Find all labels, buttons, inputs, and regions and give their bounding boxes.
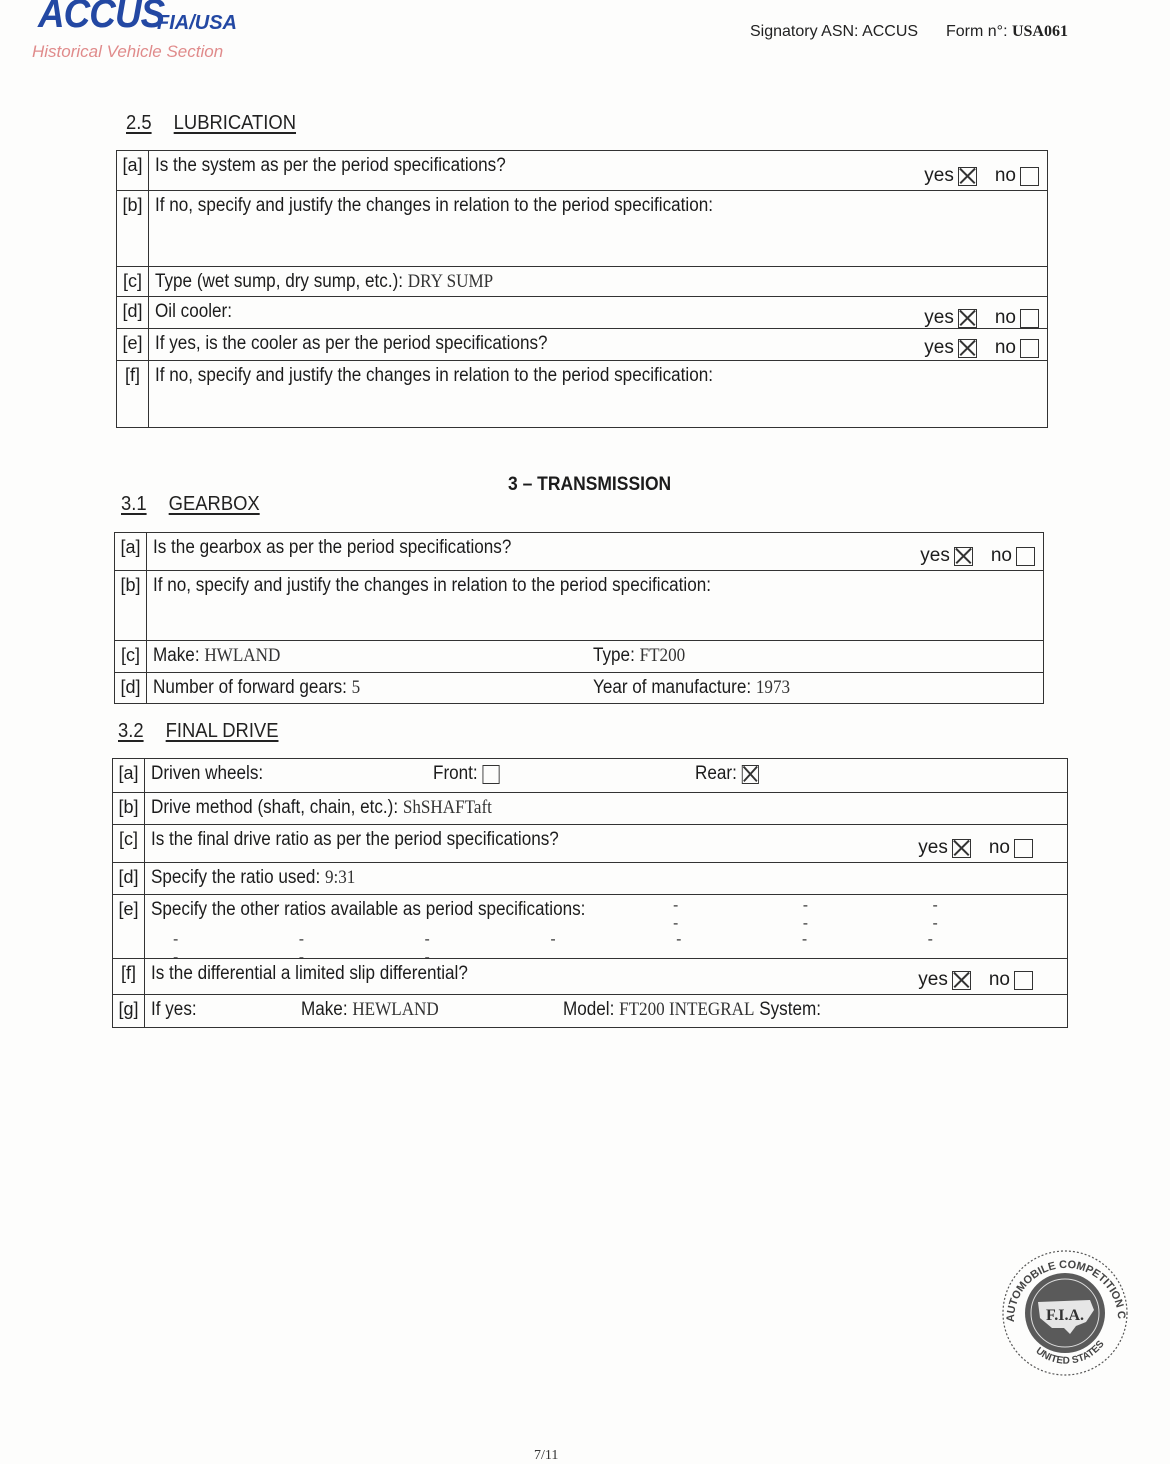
table-row: [c] Make: HWLAND Type: FT200 [115,641,1043,673]
yes-no-choice: yes no [918,969,1059,991]
ratio-dashes: - - - - - - [673,897,998,932]
table-row: [b] If no, specify and justify the changes in relation to the period specification: [115,571,1043,641]
table-row: [a] Is the system as per the period specifications? yes no [117,151,1047,191]
yes-no-choice: yes no [918,837,1059,859]
fia-seal-stamp [1000,1248,1130,1378]
gearbox-type-value: FT200 [639,645,686,666]
section-gearbox-title: 3.1 GEARBOX [121,493,260,515]
table-row: [f] Is the differential a limited slip differential? yes no [113,959,1067,995]
table-row: [g] If yes: Make: HEWLAND Model: FT200 INTEGRAL System: [113,995,1067,1027]
yes-checkbox[interactable] [952,971,971,990]
signatory-label: Signatory ASN: ACCUS [750,23,919,40]
yes-checkbox[interactable] [954,547,973,566]
yes-no-choice: yes no [924,307,1039,329]
drive-method-value: ShSHAFTaft [402,797,492,818]
differential-model-value: FT200 INTEGRAL [619,999,755,1020]
lubrication-table [116,150,1048,428]
forward-gears-value: 5 [351,677,361,698]
no-checkbox[interactable] [1014,971,1033,990]
front-choice: Front: [433,763,500,785]
no-checkbox[interactable] [1020,309,1039,328]
form-number-label: Form n°: [946,23,1008,40]
yes-no-choice: yes no [920,545,1035,567]
table-row: [d] Number of forward gears: 5 Year of manufacture: 1973 [115,673,1043,703]
transmission-heading: 3 – TRANSMISSION [508,474,672,495]
table-row: [b] If no, specify and justify the changes in relation to the period specification: [117,191,1047,267]
table-row: [e] Specify the other ratios available as period specifications: - - - - - - - - - - - - - - - - [113,895,1067,959]
form-number-value: USA061 [1011,23,1068,40]
yes-no-choice: yes no [924,337,1039,359]
rear-choice: Rear: [695,763,759,785]
fia-usa-logo: FIA/USA [157,12,237,34]
table-row: [a] Is the gearbox as per the period specifications? yes no [115,533,1043,571]
table-row: [d] Specify the ratio used: 9:31 [113,863,1067,895]
ratio-dashes: - - - - - - - - - - [173,931,991,966]
gearbox-make-value: HWLAND [204,645,281,666]
page-number: 7/11 [534,1448,559,1463]
yes-checkbox[interactable] [958,309,977,328]
table-row: [e] If yes, is the cooler as per the period specifications? yes no [117,329,1047,361]
yes-checkbox[interactable] [958,339,977,358]
yes-no-choice: yes no [924,165,1039,187]
section-final-drive-title: 3.2 FINAL DRIVE [118,720,279,742]
table-row: [c] Type (wet sump, dry sump, etc.): DRY SUMP [117,267,1047,297]
final-drive-table [112,758,1068,1028]
no-checkbox[interactable] [1016,547,1035,566]
differential-make-value: HEWLAND [352,999,439,1020]
no-checkbox[interactable] [1020,167,1039,186]
form-number [946,23,1068,41]
seal-outer-text: AUTOMOBILE COMPETITION C [1004,1258,1128,1323]
section-lubrication-title: 2.5 LUBRICATION [126,112,297,134]
no-checkbox[interactable] [1020,339,1039,358]
table-row: [f] If no, specify and justify the changes in relation to the period specification: [117,361,1047,427]
table-row: [c] Is the final drive ratio as per the period specifications? yes no [113,825,1067,863]
accus-logo: ACCUS [38,0,165,36]
no-checkbox[interactable] [1014,839,1033,858]
logo-tagline: Historical Vehicle Section [32,42,224,61]
manufacture-year-value: 1973 [755,677,791,698]
seal-graphic [1000,1248,1130,1378]
yes-checkbox[interactable] [958,167,977,186]
seal-bottom-text: UNITED STATES [1033,1338,1107,1367]
front-checkbox[interactable] [482,765,499,784]
ratio-used-value: 9:31 [324,867,356,888]
gearbox-table [114,532,1044,704]
table-row: [b] Drive method (shaft, chain, etc.): ShSHAFTaft [113,793,1067,825]
table-row: [d] Oil cooler: yes no [117,297,1047,329]
table-row: [a] Driven wheels: Front: Rear: [113,759,1067,793]
seal-center-text: F.I.A. [1045,1307,1085,1324]
yes-checkbox[interactable] [952,839,971,858]
lubrication-type-value: DRY SUMP [407,271,494,292]
rear-checkbox[interactable] [742,765,759,784]
